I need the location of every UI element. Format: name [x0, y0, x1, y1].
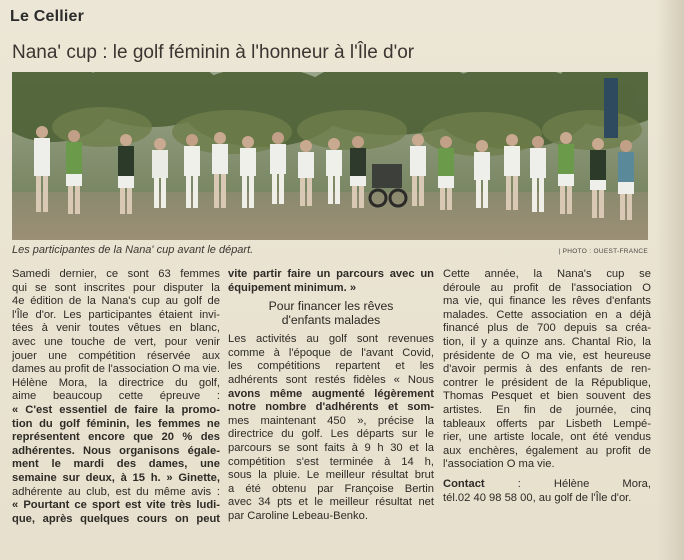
photo-credit: | PHOTO : OUEST-FRANCE — [558, 248, 648, 255]
text-line: tion, il y a quinze ans. Chantal Rio, la — [443, 335, 651, 348]
text-line: qui se sont inscrites pour disputer la — [12, 281, 220, 294]
text-line: jouer une compétition réservée aux — [12, 349, 220, 362]
subhead-line: d'enfants malades — [281, 313, 381, 328]
article-photo — [12, 72, 648, 240]
section-rubric: Le Cellier — [10, 8, 85, 25]
text-line: aime beaucoup cette épreuve : — [12, 390, 220, 403]
text-line: rier, une artiste locale, ont été vendus — [443, 431, 651, 444]
quote-line: notre nombre d'adhérents et som- — [228, 401, 434, 414]
article-column-3 — [443, 268, 651, 505]
group-photo-illustration — [12, 72, 648, 240]
text-line: a été obtenu par Françoise Bertin — [228, 482, 434, 495]
quote-line: « Pourtant ce sport est vite très ludi- — [12, 499, 220, 512]
text-line: malades. Cette association en a déjà — [443, 308, 651, 321]
text-line: avec 34 pts et le meilleur résultat net — [228, 496, 434, 509]
text-line: sous la pluie. Le meilleur résultat brut — [228, 469, 434, 482]
subhead-line: Pour financer les rêves — [268, 299, 394, 314]
text-line: adhérente au club, est du même avis : — [12, 485, 220, 498]
text-line — [12, 472, 220, 486]
text-line: déroule au profit de l'association O — [443, 281, 651, 294]
quote-line: représentent encore que 20 % des — [12, 431, 220, 444]
quote-line: avons même augmenté légèrement — [228, 387, 434, 400]
text-line: parcours se sont faits à 9 h 30 et la — [228, 441, 434, 454]
text-line: aux enchères, également au profit de — [443, 444, 651, 457]
text-line: dames au profit de l'association O ma vie. — [12, 363, 220, 376]
text-line: par Caroline Lebeau-Benko. — [228, 509, 368, 522]
quote-line: équipement minimum. » — [228, 281, 357, 294]
quote-line: adhérentes. Nous organisons égale- — [12, 444, 220, 457]
article-headline: Nana' cup : le golf féminin à l'honneur à l'Île d'or — [12, 42, 415, 63]
article-column-2 — [228, 268, 434, 524]
contact-line — [443, 478, 651, 492]
text-line: les compétitions repartent et les — [228, 360, 434, 373]
scan-edge-shadow — [656, 0, 684, 560]
text-line: comme à l'époque de l'avant Covid, — [228, 346, 434, 359]
quote-fragment: semaine sur deux, à 15 h. » Ginette, — [12, 471, 220, 484]
text-line: contrer le président de la République, — [443, 376, 651, 389]
text-line: artistes. En fin de journée, cinq — [443, 403, 651, 416]
contact-phone-line: tél.02 40 98 58 00, au golf de l'Île d'or. — [443, 491, 632, 504]
quote-line: ment le mardi des dames, une — [12, 458, 220, 471]
photo-caption: Les participantes de la Nana' cup avant le départ. — [12, 244, 254, 256]
text-line: Hélène Mora, la directrice du golf, — [12, 376, 220, 389]
quote-line: que, après quelques cours on peut — [12, 512, 220, 525]
contact-name: : Hélène Mora, — [517, 477, 651, 490]
article-column-1 — [12, 268, 220, 526]
text-line: tées à venir toutes vêtues en blanc, — [12, 322, 220, 335]
text-line: d'avoir permis à des enfants de ren- — [443, 363, 651, 376]
quote-line: « C'est essentiel de faire la promo- — [12, 403, 220, 416]
contact-label: Contact — [443, 477, 485, 490]
text-line: adhérents sont restés fidèles « Nous — [228, 373, 434, 386]
text-line: l'Île d'or. Les participantes étaient invi- — [12, 308, 220, 321]
text-line: compétition s'est terminée à 14 h, — [228, 455, 434, 468]
text-line: Samedi dernier, ce sont 63 femmes — [12, 268, 220, 280]
text-line: 4e édition de la Nana's cup au golf de — [12, 295, 220, 308]
text-line: tableaux offerts par Lisbeth Lempé- — [443, 417, 651, 430]
text-line: mes maintenant 450 », précise la — [228, 414, 434, 427]
text-line: Les activités au golf sont revenues — [228, 333, 434, 346]
text-line: l'association O ma vie. — [443, 458, 555, 471]
article-subhead — [228, 299, 434, 327]
text-line: Cette année, la Nana's cup se — [443, 268, 651, 280]
text-line: Thomas Pesquet et bien souvent des — [443, 390, 651, 403]
text-line: présidente de O ma vie, est heureuse — [443, 349, 651, 362]
quote-line: vite partir faire un parcours avec un — [228, 268, 434, 280]
text-line: ma vie, qui finance les rêves d'enfants — [443, 295, 651, 308]
text-line: avec une touche de vert, pour venir — [12, 335, 220, 348]
quote-line: tion du golf féminin, les femmes ne — [12, 417, 220, 430]
text-line: directrice du golf. Les départs sur le — [228, 428, 434, 441]
text-line: financé plus de 700 depuis sa créa- — [443, 322, 651, 335]
